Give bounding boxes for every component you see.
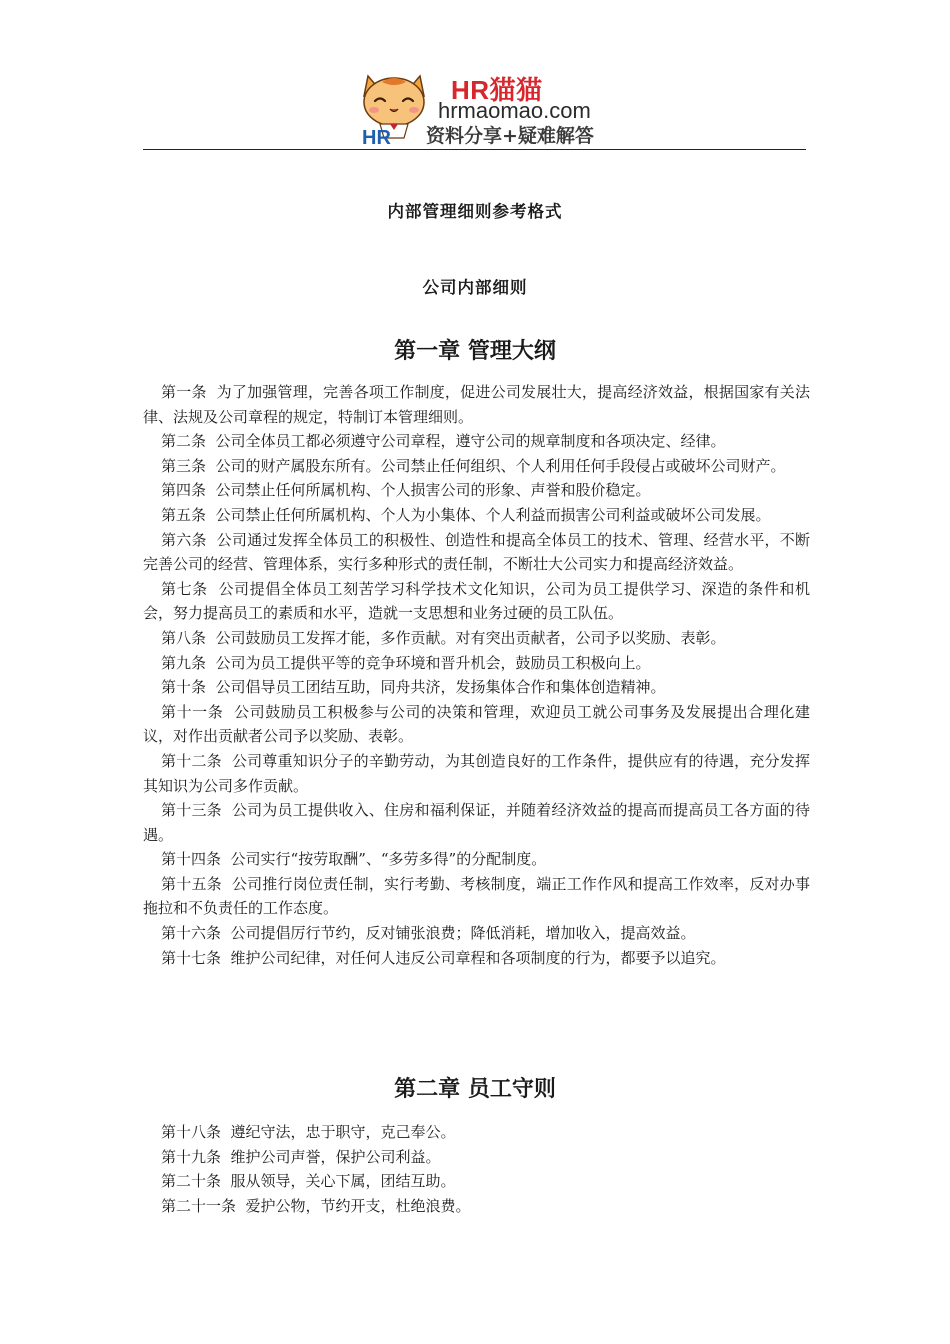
article: 第八条 公司鼓励员工发挥才能，多作贡献。对有突出贡献者，公司予以奖励、表彰。 [161, 628, 726, 647]
document-title: 内部管理细则参考格式 [387, 202, 563, 221]
header-divider [143, 149, 806, 150]
article: 第二十一条 爱护公物，节约开支，杜绝浪费。 [161, 1196, 471, 1215]
article: 第四条 公司禁止任何所属机构、个人损害公司的形象、声誉和股价稳定。 [161, 481, 651, 500]
article: 第二条 公司全体员工都必须遵守公司章程，遵守公司的规章制度和各项决定、经律。 [161, 432, 726, 451]
chapter-2-articles [143, 1120, 810, 1218]
svg-text:HR: HR [362, 127, 391, 146]
article: 第十六条 公司提倡厉行节约，反对铺张浪费；降低消耗，增加收入，提高效益。 [161, 924, 696, 943]
article: 第一条 为了加强管理，完善各项工作制度，促进公司发展壮大，提高经济效益，根据国家有关法律、法规及公司章程的规定，特制订本管理细则。 [143, 383, 810, 426]
article: 第五条 公司禁止任何所属机构、个人为小集体、个人利益而损害公司利益或破坏公司发展。 [161, 505, 771, 524]
brand-url: hrmaomao.com [438, 98, 591, 123]
brand-tagline: 资料分享+疑难解答 [426, 125, 594, 147]
article: 第十八条 遵纪守法，忠于职守，克己奉公。 [161, 1123, 456, 1141]
chapter-heading: 第二章 员工守则 [394, 1077, 556, 1102]
chapter-heading: 第一章 管理大纲 [394, 339, 556, 364]
article: 第二十条 服从领导，关心下属，团结互助。 [161, 1172, 456, 1191]
article: 第十二条 公司尊重知识分子的辛勤劳动，为其创造良好的工作条件，提供应有的待遇，充分发挥其知识为公司多作贡献。 [143, 751, 810, 795]
brand-name: HR猫猫 [451, 75, 543, 105]
article: 第三条 公司的财产属股东所有。公司禁止任何组织、个人利用任何手段侵占或破坏公司财产。 [161, 456, 786, 475]
article: 第六条 公司通过发挥全体员工的积极性、创造性和提高全体员工的技术、管理、经营水平，不断完善公司的经营、管理体系，实行多种形式的责任制，不断壮大公司实力和提高经济效益。 [143, 530, 810, 574]
cat-mascot-icon [358, 66, 430, 146]
article: 第十五条 公司推行岗位责任制，实行考勤、考核制度，端正工作作风和提高工作效率，反对办事拖拉和不负责任的工作态度。 [143, 874, 810, 918]
article: 第十七条 维护公司纪律，对任何人违反公司章程和各项制度的行为，都要予以追究。 [161, 948, 726, 967]
article: 第九条 公司为员工提供平等的竞争环境和晋升机会，鼓励员工积极向上。 [161, 653, 651, 672]
document-subtitle: 公司内部细则 [422, 278, 528, 297]
article: 第十四条 公司实行“按劳取酬”、“多劳多得”的分配制度。 [161, 850, 547, 869]
article: 第十三条 公司为员工提供收入、住房和福利保证，并随着经济效益的提高而提高员工各方面的待遇。 [143, 801, 810, 844]
article: 第七条 公司提倡全体员工刻苦学习科学技术文化知识，公司为员工提供学习、深造的条件和机会，努力提高员工的素质和水平，造就一支思想和业务过硬的员工队伍。 [143, 579, 810, 623]
brand-logo [358, 66, 608, 150]
article: 第十一条 公司鼓励员工积极参与公司的决策和管理，欢迎员工就公司事务及发展提出合理化建议，对作出贡献者公司予以奖励、表彰。 [143, 702, 810, 746]
article: 第十条 公司倡导员工团结互助，同舟共济，发扬集体合作和集体创造精神。 [161, 678, 666, 697]
chapter-1-articles [143, 380, 810, 970]
article: 第十九条 维护公司声誉，保护公司利益。 [161, 1147, 441, 1166]
